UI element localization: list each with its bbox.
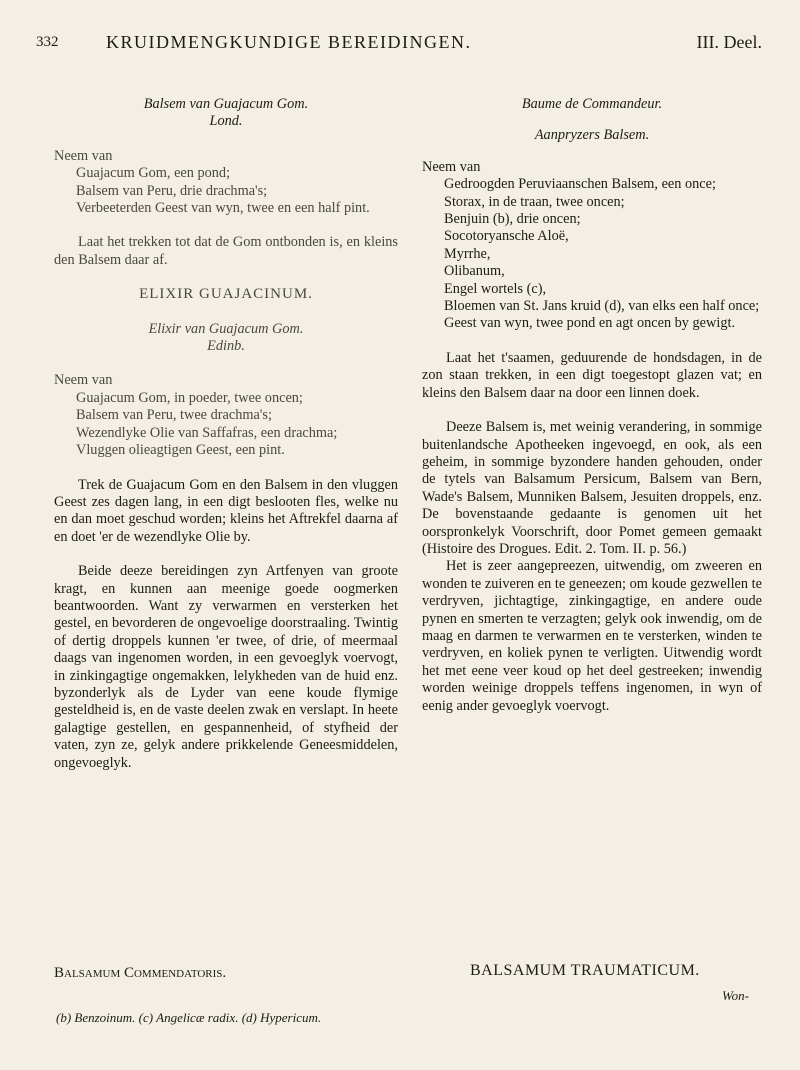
elixir-title: Elixir van Guajacum Gom.	[148, 320, 304, 337]
elixir-heading: ELIXIR GUAJACINUM.	[139, 286, 313, 303]
elixir-subtitle: Edinb.	[207, 338, 245, 355]
ingredients-lead: Neem van	[54, 372, 113, 389]
ingredient-item: Wezendlyke Olie van Saffafras, een drachma;	[76, 424, 338, 441]
part-label: III. Deel.	[696, 32, 762, 52]
baume-ingredients	[422, 159, 762, 333]
elixir-paragraph-1: Trek de Guajacum Gom en den Balsem in den vluggen Geest zes dagen lang, in een digt beslooten fles, welke nu en dan moet geschud worden; kleins het Aftrekfel daarna af en doet 'er de wezendlyke Olie by.	[54, 476, 398, 545]
elixir-ingredients	[54, 372, 398, 459]
ingredient-item: Verbeeterden Geest van wyn, twee en een half pint.	[76, 200, 370, 217]
baume-subtitle: Aanpryzers Balsem.	[534, 127, 650, 144]
balsem-ingredients	[54, 148, 398, 218]
ingredient-item: Engel wortels (c),	[444, 280, 547, 297]
baume-paragraph-2: Het is zeer aangepreezen, uitwendig, om zweeren en wonden te zuiveren en te geneezen; om koude gezwellen te verdryven, jichtagtige, zinkingagtige, en andere oude pynen en smerten te verzagten; gelyk ook inwendig, om de maag en darmen te verwarmen en te versterken, winden te verdryven, en koliek pynen te verligten. Uitwendig wordt het met eene veer koud op het deel gestreeken; inwendig worden weinige droppels teffens ingenomen, in wyn of eenig ander gevoeglyk voervogt.	[422, 558, 762, 714]
ingredient-item: Guajacum Gom, een pond;	[76, 165, 231, 182]
ingredient-item: Benjuin (b), drie oncen;	[444, 211, 581, 228]
left-next-section-title: Balsamum Commendatoris.	[54, 965, 227, 981]
catchword: Won-	[722, 988, 749, 1003]
left-column	[54, 96, 398, 772]
balsem-title: Balsem van Guajacum Gom.	[143, 96, 309, 112]
baume-paragraph-1: Deeze Balsem is, met weinig verandering, in sommige buitenlandsche Apotheeken ingevoegd, en ook, als een geheim, in sommige byzondere handen gehouden, onder de tytels van Balsamum Persicum, Balsem van Bern, Wade's Balsem, Munniken Balsem, Jesuiten droppels, enz. De bovenstaande gedaante is genomen uit het oorspronkelyk Voorschrift, door Pomet gemeen gemaakt (Histoire des Drogues. Edit. 2. Tom. II. p. 56.)	[422, 419, 762, 557]
ingredient-item: Storax, in de traan, twee oncen;	[444, 193, 625, 210]
ingredient-item: Socotoryansche Aloë,	[444, 228, 569, 245]
elixir-paragraph-2: Beide deeze bereidingen zyn Artfenyen van groote kragt, en kunnen aan meenige goede oogmerken beantwoorden. Want zy verwarmen en versterken het gestel, en bevorderen de ongevoelige doorstraaling. Twintig of dertig droppels kunnen 'er twee, of drie, of meermaal daags van ingenomen worden, in een gevoeglyk voervogt, in zinkingagtige ongemakken, lelykheden van de huid enz. byzonderlyk als de Lyder van eene koude flymige gesteldheid is, en de vaste deelen zwak en verslapt. In heete galagtige gestellen, en gespannenheid, of styfheid der vaten, zyn ze, gelyk andere prikkelende Geneesmiddelen, ongevoeglyk.	[54, 563, 398, 771]
ingredient-item: Guajacum Gom, in poeder, twee oncen;	[76, 389, 303, 406]
balsem-subtitle: Lond.	[209, 113, 243, 130]
running-title: KRUIDMENGKUNDIGE BEREIDINGEN.	[106, 32, 472, 52]
ingredient-item: Balsem van Peru, drie drachma's;	[76, 182, 268, 199]
baume-instruction: Laat het t'saamen, geduurende de hondsdagen, in de zon staan trekken, in een digt toegestopt glazen vat; en kleins den Balsem daar na door een linnen doek.	[422, 349, 762, 401]
balsem-instruction: Laat het trekken tot dat de Gom ontbonden is, en kleins den Balsem daar af.	[54, 234, 398, 268]
ingredient-item: Balsem van Peru, twee drachma's;	[76, 407, 272, 424]
ingredient-item: Vluggen olieagtigen Geest, een pint.	[76, 442, 285, 459]
ingredients-lead: Neem van	[54, 147, 113, 164]
ingredient-item: Bloemen van St. Jans kruid (d), van elks een half once;	[444, 298, 760, 315]
right-column	[422, 96, 762, 715]
ingredients-lead: Neem van	[422, 158, 481, 175]
ingredient-item: Geest van wyn, twee pond en agt oncen by gewigt.	[444, 315, 736, 332]
ingredient-item: Gedroogden Peruviaanschen Balsem, een once;	[444, 176, 716, 193]
page-number: 332	[36, 34, 59, 50]
right-next-section-title: BALSAMUM TRAUMATICUM.	[470, 962, 700, 979]
ingredient-item: Olibanum,	[444, 263, 505, 280]
running-header	[36, 34, 762, 60]
ingredient-item: Myrrhe,	[444, 245, 491, 262]
footnotes: (b) Benzoinum. (c) Angelicæ radix. (d) Hypericum.	[56, 1010, 322, 1025]
baume-title: Baume de Commandeur.	[521, 96, 663, 112]
